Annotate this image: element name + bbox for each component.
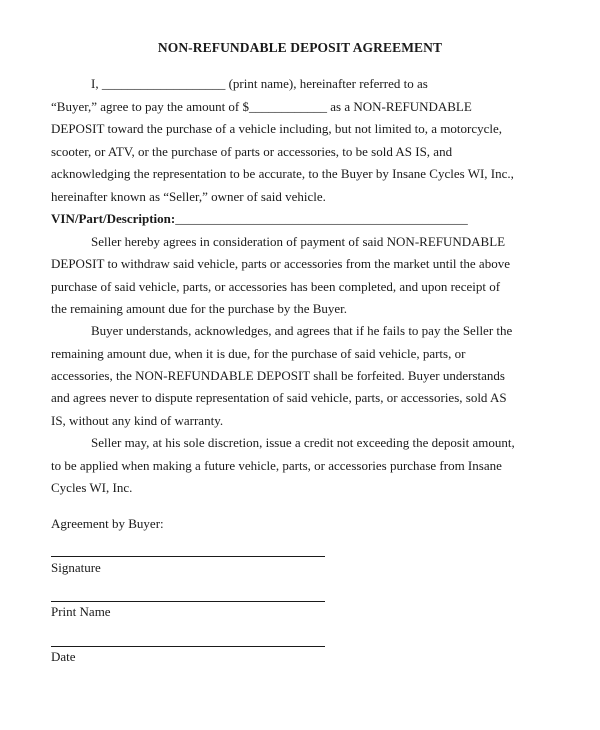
paragraph3-line: and agrees never to dispute representation of said vehicle, parts, or accessories, sold AS (51, 390, 507, 405)
paragraph2-line: DEPOSIT to withdraw said vehicle, parts or accessories from the market until the above (51, 256, 510, 271)
paragraph3-line: IS, without any kind of warranty. (51, 413, 224, 428)
paragraph2-line: the remaining amount due for the purchase by the Buyer. (51, 301, 348, 316)
agreement-label: Agreement by Buyer: (51, 516, 164, 531)
paragraph3-line: accessories, the NON-REFUNDABLE DEPOSIT shall be forfeited. Buyer understands (51, 368, 505, 383)
paragraph1-line: hereinafter known as “Seller,” owner of said vehicle. (51, 189, 326, 204)
print-name-label: Print Name (51, 604, 111, 619)
paragraph2-line: Seller hereby agrees in consideration of payment of said NON-REFUNDABLE (91, 234, 506, 249)
vin-line (51, 211, 468, 227)
paragraph1-line: DEPOSIT toward the purchase of a vehicle including, but not limited to, a motorcycle, (51, 121, 503, 136)
paragraph1-line: I, ___________________ (print name), hereinafter referred to as (91, 76, 428, 91)
paragraph1-line: scooter, or ATV, or the purchase of parts or accessories, to be sold AS IS, and (51, 144, 453, 159)
vin-blank[interactable]: _____________________________________________ (175, 211, 468, 226)
paragraph3-line: Buyer understands, acknowledges, and agrees that if he fails to pay the Seller the (91, 323, 513, 338)
paragraph4-line: to be applied when making a future vehicle, parts, or accessories purchase from Insane (51, 458, 502, 473)
paragraph2-line: purchase of said vehicle, parts, or accessories has been completed, and upon receipt of (51, 279, 501, 294)
date-line[interactable] (51, 646, 325, 647)
vin-label: VIN/Part/Description: (51, 211, 176, 226)
paragraph1-line: acknowledging the representation to be accurate, to the Buyer by Insane Cycles WI, Inc., (51, 166, 514, 181)
paragraph4-line: Seller may, at his sole discretion, issue a credit not exceeding the deposit amount, (91, 435, 515, 450)
signature-label: Signature (51, 560, 101, 575)
document-title: NON-REFUNDABLE DEPOSIT AGREEMENT (157, 40, 443, 55)
signature-line[interactable] (51, 556, 325, 557)
paragraph3-line: remaining amount due, when it is due, for the purchase of said vehicle, parts, or (51, 346, 466, 361)
paragraph1-line: “Buyer,” agree to pay the amount of $____________ as a NON-REFUNDABLE (51, 99, 472, 114)
date-label: Date (51, 649, 76, 664)
print-name-line[interactable] (51, 601, 325, 602)
paragraph4-line: Cycles WI, Inc. (51, 480, 133, 495)
